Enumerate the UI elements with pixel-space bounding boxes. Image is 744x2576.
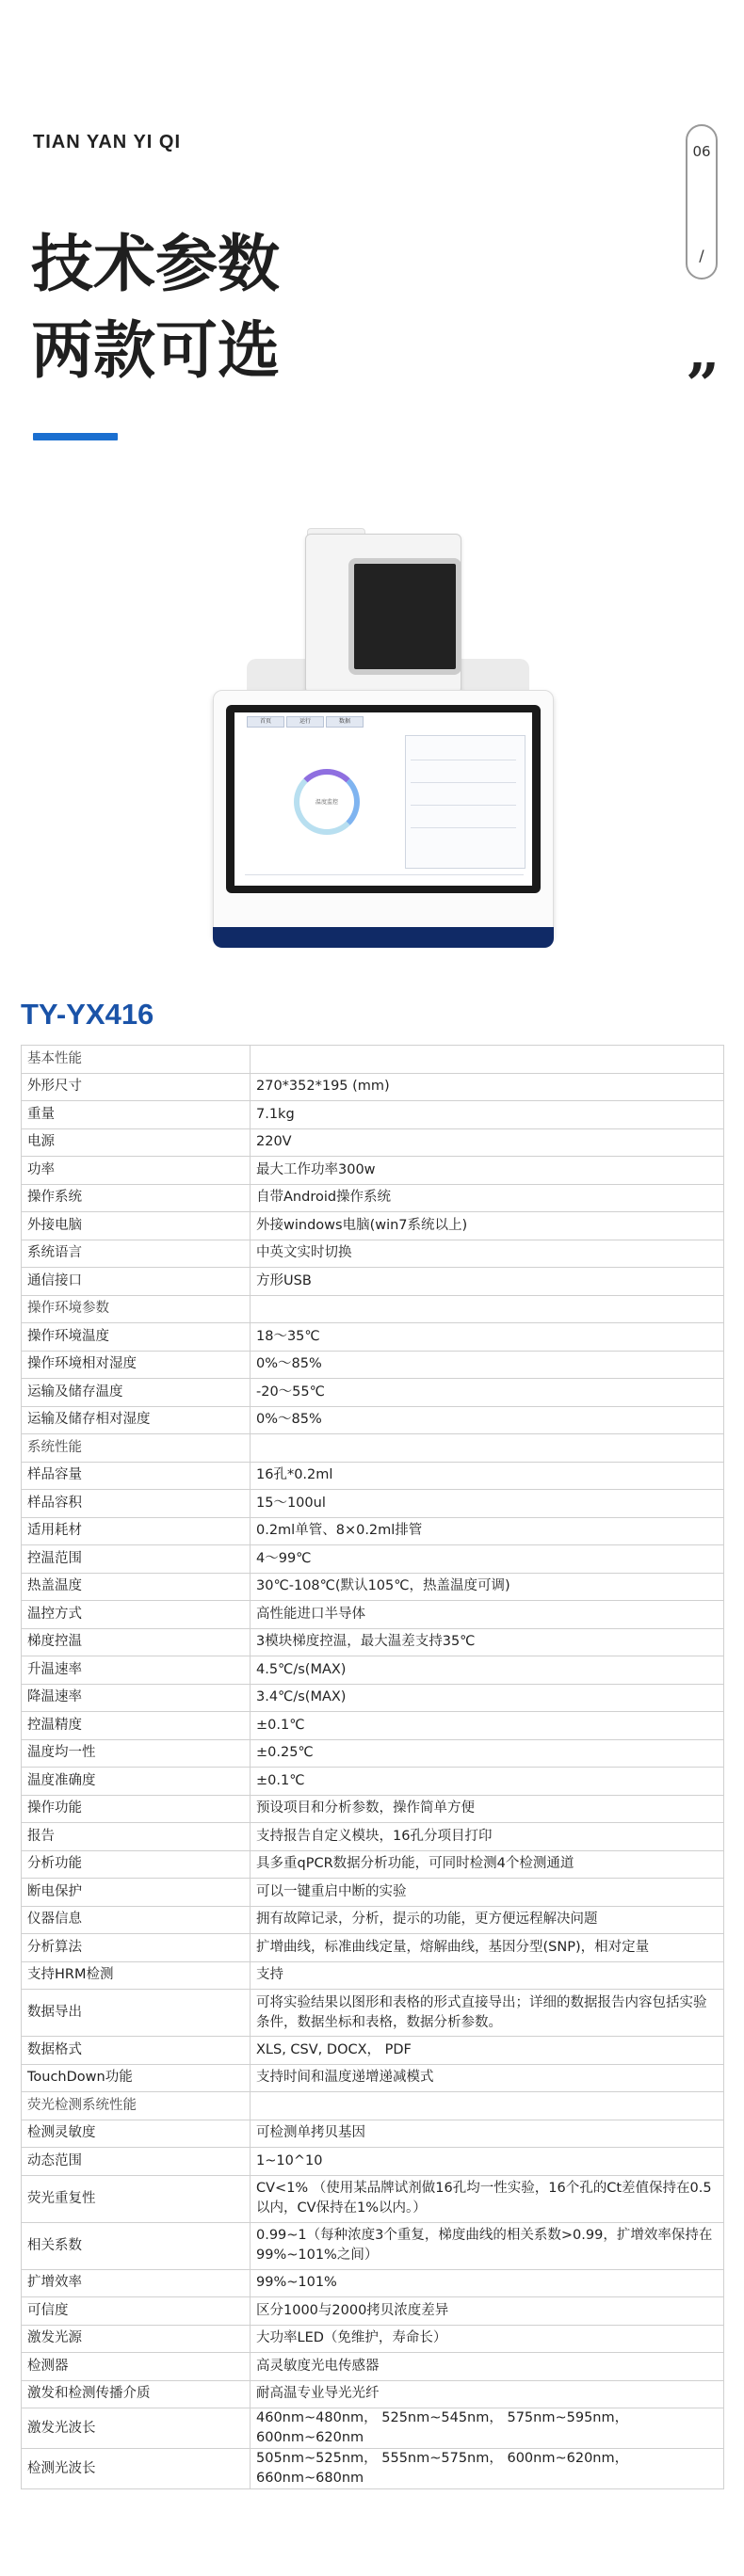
screen-tab-home: 首页 — [247, 716, 284, 728]
spec-label: 分析功能 — [22, 1850, 251, 1879]
spec-row — [22, 2408, 724, 2449]
spec-value: 高性能进口半导体 — [251, 1601, 724, 1629]
spec-label: 操作系统 — [22, 1184, 251, 1212]
device-base-band — [213, 927, 554, 948]
spec-label: 检测光波长 — [22, 2449, 251, 2489]
spec-label: 荧光检测系统性能 — [22, 2092, 251, 2120]
spec-value: 460nm~480nm， 525nm~545nm， 575nm~595nm， 600nm~620nm — [251, 2408, 724, 2449]
screen-tab-data: 数据 — [326, 716, 364, 728]
spec-section-row — [22, 2092, 724, 2120]
spec-value: 0%～85% — [251, 1406, 724, 1434]
spec-label: 报告 — [22, 1823, 251, 1851]
spec-row — [22, 2222, 724, 2269]
spec-row — [22, 1406, 724, 1434]
spec-value: 具多重qPCR数据分析功能，可同时检测4个检测通道 — [251, 1850, 724, 1879]
spec-value — [251, 1295, 724, 1323]
spec-row — [22, 1768, 724, 1796]
spec-section-row — [22, 1434, 724, 1463]
spec-row — [22, 1739, 724, 1768]
spec-row — [22, 1351, 724, 1379]
spec-label: 基本性能 — [22, 1046, 251, 1074]
spec-value: 自带Android操作系统 — [251, 1184, 724, 1212]
spec-value: 支持时间和温度递增递减模式 — [251, 2064, 724, 2092]
spec-value: 中英文实时切换 — [251, 1240, 724, 1268]
spec-row — [22, 2380, 724, 2408]
spec-value: 220V — [251, 1128, 724, 1157]
spec-row — [22, 1573, 724, 1601]
spec-value — [251, 2092, 724, 2120]
spec-label: 运输及储存相对湿度 — [22, 1406, 251, 1434]
spec-row — [22, 1961, 724, 1990]
spec-value: 可检测单拷贝基因 — [251, 2120, 724, 2148]
spec-section-row — [22, 1046, 724, 1074]
spec-label: 检测灵敏度 — [22, 2120, 251, 2148]
spec-value: 16孔*0.2ml — [251, 1462, 724, 1490]
spec-value — [251, 1434, 724, 1463]
spec-label: TouchDown功能 — [22, 2064, 251, 2092]
spec-value: 0%～85% — [251, 1351, 724, 1379]
panel-line — [411, 827, 516, 828]
spec-label: 支持HRM检测 — [22, 1961, 251, 1990]
spec-value: 支持 — [251, 1961, 724, 1990]
spec-row — [22, 1379, 724, 1407]
spec-label: 梯度控温 — [22, 1628, 251, 1656]
spec-label: 系统性能 — [22, 1434, 251, 1463]
page-number-badge — [686, 124, 718, 280]
spec-label: 升温速率 — [22, 1656, 251, 1685]
spec-label: 运输及储存温度 — [22, 1379, 251, 1407]
spec-value: 可以一键重启中断的实验 — [251, 1879, 724, 1907]
spec-row — [22, 1879, 724, 1907]
spec-row — [22, 2037, 724, 2065]
spec-label: 控温范围 — [22, 1545, 251, 1574]
spec-row — [22, 1462, 724, 1490]
spec-row — [22, 1184, 724, 1212]
spec-label: 断电保护 — [22, 1879, 251, 1907]
spec-value: 方形USB — [251, 1268, 724, 1296]
spec-value: 7.1kg — [251, 1101, 724, 1129]
spec-row — [22, 1934, 724, 1962]
spec-value: 505nm~525nm， 555nm~575nm， 600nm~620nm， 660nm~680nm — [251, 2449, 724, 2489]
spec-value: 高灵敏度光电传感器 — [251, 2353, 724, 2381]
spec-row — [22, 2148, 724, 2176]
spec-label: 外形尺寸 — [22, 1073, 251, 1101]
spec-label: 扩增效率 — [22, 2269, 251, 2297]
spec-label: 外接电脑 — [22, 1212, 251, 1240]
spec-row — [22, 1795, 724, 1823]
spec-label: 操作环境相对湿度 — [22, 1351, 251, 1379]
spec-value: 外接windows电脑(win7系统以上) — [251, 1212, 724, 1240]
screen-tab-run: 运行 — [286, 716, 324, 728]
spec-label: 激发光波长 — [22, 2408, 251, 2449]
spec-value: 99%~101% — [251, 2269, 724, 2297]
spec-table — [21, 1045, 724, 2489]
spec-label: 数据格式 — [22, 2037, 251, 2065]
spec-value: 可将实验结果以图形和表格的形式直接导出；详细的数据报告内容包括实验条件，数据坐标和表格，数据分析参数。 — [251, 1990, 724, 2037]
spec-label: 动态范围 — [22, 2148, 251, 2176]
spec-value: 最大工作功率300w — [251, 1157, 724, 1185]
spec-row — [22, 2269, 724, 2297]
spec-value: 1~10^10 — [251, 2148, 724, 2176]
accent-bar — [33, 433, 118, 440]
spec-row — [22, 1268, 724, 1296]
spec-row — [22, 1073, 724, 1101]
spec-label: 样品容积 — [22, 1490, 251, 1518]
spec-value: 15～100ul — [251, 1490, 724, 1518]
spec-label: 操作环境参数 — [22, 1295, 251, 1323]
page-slash: / — [699, 247, 704, 264]
spec-label: 温度均一性 — [22, 1739, 251, 1768]
spec-row — [22, 2297, 724, 2326]
spec-value: 区分1000与2000拷贝浓度差异 — [251, 2297, 724, 2326]
spec-label: 系统语言 — [22, 1240, 251, 1268]
spec-label: 降温速率 — [22, 1684, 251, 1712]
spec-row — [22, 1490, 724, 1518]
lid-window — [348, 558, 461, 675]
spec-value: 30℃-108℃(默认105℃，热盖温度可调) — [251, 1573, 724, 1601]
headline — [31, 221, 280, 394]
spec-value: 0.99~1（每种浓度3个重复，梯度曲线的相关系数>0.99，扩增效率保持在99%~101%之间） — [251, 2222, 724, 2269]
spec-row — [22, 1157, 724, 1185]
spec-label: 温度准确度 — [22, 1768, 251, 1796]
spec-value: 拥有故障记录，分析，提示的功能，更方便远程解决问题 — [251, 1906, 724, 1934]
spec-row — [22, 2325, 724, 2353]
spec-label: 温控方式 — [22, 1601, 251, 1629]
spec-label: 数据导出 — [22, 1990, 251, 2037]
spec-value: 0.2ml单管、8×0.2ml排管 — [251, 1517, 724, 1545]
spec-value: 扩增曲线，标准曲线定量，熔解曲线，基因分型(SNP)，相对定量 — [251, 1934, 724, 1962]
ring-label: 温度监控 — [315, 799, 338, 806]
spec-label: 样品容量 — [22, 1462, 251, 1490]
headline-line-2: 两款可选 — [31, 314, 280, 387]
panel-line — [411, 805, 516, 806]
brand-title: TIAN YAN YI QI — [33, 132, 182, 152]
spec-label: 激发光源 — [22, 2325, 251, 2353]
spec-row — [22, 1545, 724, 1574]
spec-row — [22, 1850, 724, 1879]
spec-value: 3.4℃/s(MAX) — [251, 1684, 724, 1712]
spec-row — [22, 1101, 724, 1129]
spec-row — [22, 2120, 724, 2148]
spec-value: 预设项目和分析参数，操作简单方便 — [251, 1795, 724, 1823]
spec-row — [22, 1712, 724, 1740]
spec-table-body — [22, 1046, 724, 2489]
spec-value: 18～35℃ — [251, 1323, 724, 1352]
spec-value: 4.5℃/s(MAX) — [251, 1656, 724, 1685]
spec-label: 重量 — [22, 1101, 251, 1129]
spec-label: 功率 — [22, 1157, 251, 1185]
screen-status-line — [245, 874, 524, 875]
page-number: 06 — [692, 143, 711, 160]
spec-label: 仪器信息 — [22, 1906, 251, 1934]
spec-row — [22, 1517, 724, 1545]
headline-line-1: 技术参数 — [31, 228, 280, 300]
spec-value: 4～99℃ — [251, 1545, 724, 1574]
spec-label: 分析算法 — [22, 1934, 251, 1962]
spec-value: CV<1% （使用某品牌试剂做16孔均一性实验，16个孔的Ct差值保持在0.5以内，CV保持在1%以内。） — [251, 2175, 724, 2222]
spec-value: 支持报告自定义模块，16孔分项目打印 — [251, 1823, 724, 1851]
screen-side-panel — [405, 735, 526, 869]
quote-icon: ” — [686, 350, 720, 419]
spec-value: XLS, CSV, DOCX， PDF — [251, 2037, 724, 2065]
spec-row — [22, 1990, 724, 2037]
spec-row — [22, 2449, 724, 2489]
spec-row — [22, 2064, 724, 2092]
spec-label: 通信接口 — [22, 1268, 251, 1296]
spec-section-row — [22, 1295, 724, 1323]
spec-label: 荧光重复性 — [22, 2175, 251, 2222]
spec-row — [22, 2175, 724, 2222]
spec-label: 相关系数 — [22, 2222, 251, 2269]
spec-row — [22, 1240, 724, 1268]
spec-row — [22, 1906, 724, 1934]
spec-value — [251, 1046, 724, 1074]
spec-value: -20～55℃ — [251, 1379, 724, 1407]
spec-label: 电源 — [22, 1128, 251, 1157]
spec-value: 大功率LED（免维护，寿命长） — [251, 2325, 724, 2353]
model-title: TY-YX416 — [21, 998, 154, 1031]
spec-row — [22, 1323, 724, 1352]
spec-row — [22, 1656, 724, 1685]
spec-label: 操作功能 — [22, 1795, 251, 1823]
spec-label: 激发和检测传播介质 — [22, 2380, 251, 2408]
spec-value: 3模块梯度控温，最大温差支持35℃ — [251, 1628, 724, 1656]
spec-row — [22, 1601, 724, 1629]
spec-label: 控温精度 — [22, 1712, 251, 1740]
device-image — [207, 522, 556, 955]
spec-value: 耐高温专业导光光纤 — [251, 2380, 724, 2408]
spec-row — [22, 2353, 724, 2381]
spec-row — [22, 1628, 724, 1656]
spec-label: 可信度 — [22, 2297, 251, 2326]
spec-row — [22, 1684, 724, 1712]
spec-value: ±0.1℃ — [251, 1712, 724, 1740]
spec-value: 270*352*195 (mm) — [251, 1073, 724, 1101]
spec-row — [22, 1128, 724, 1157]
spec-label: 检测器 — [22, 2353, 251, 2381]
panel-line — [411, 782, 516, 783]
spec-label: 热盖温度 — [22, 1573, 251, 1601]
spec-label: 操作环境温度 — [22, 1323, 251, 1352]
spec-value: ±0.1℃ — [251, 1768, 724, 1796]
spec-value: ±0.25℃ — [251, 1739, 724, 1768]
spec-row — [22, 1823, 724, 1851]
spec-label: 适用耗材 — [22, 1517, 251, 1545]
spec-row — [22, 1212, 724, 1240]
